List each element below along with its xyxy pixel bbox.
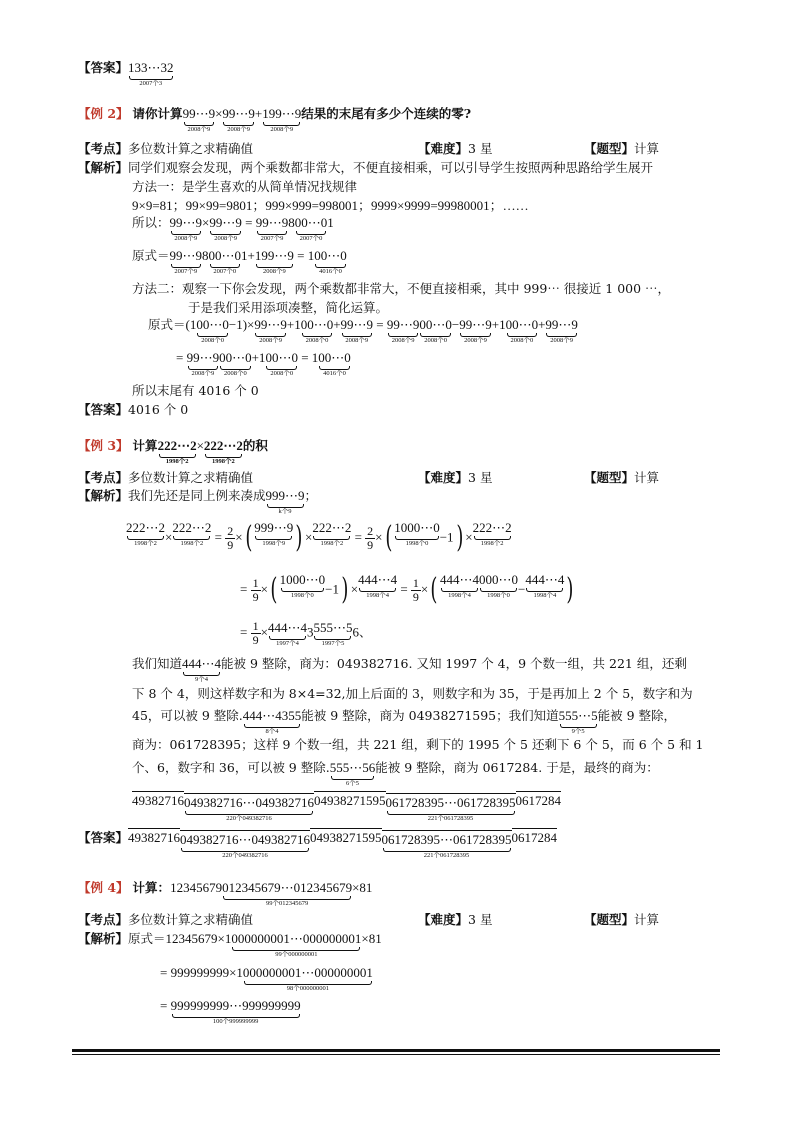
example-2-analysis-2: 方法一：是学生喜欢的从简单情况找规律 [132, 179, 358, 194]
example-3-para-4: 商为：061728395；这样 9 个数一组，共 221 组，剩下的 1995 个 5 还剩下 6 个 5，而 6 个 5 和 1 [132, 737, 704, 752]
example-2-meta: 【考点】多位数计算之求精确值 【难度】3 星 【题型】计算 [78, 141, 660, 156]
example-2-analysis-9: = 99⋯9 2008个9 00⋯0 2008个0 +1 00⋯0 2008个0 = 1 00⋯0 4016个0 [176, 350, 351, 377]
example-3-para-1: 我们知道 444⋯4 9个4 能被 9 整除，商为：049382716. 又知 1997 个 4，9 个数一组，共 221 组，还剩 [132, 656, 687, 683]
example-2-analysis-5: 原式＝ 99⋯9 2007个9 8 00⋯0 2007个0 1+ 199⋯9 2008个9 = 1 00⋯0 4016个0 [132, 248, 347, 275]
example-2-question: 【例 2】 请你计算 99⋯9 2008个9 × 99⋯9 2008个9 + 199⋯9 2008个9 结果的末尾有多少个连续的零? [78, 106, 472, 133]
example-3-para-3: 45，可以被 9 整除. 444⋯4355 8个4 能被 9 整除，商为 04938271595；我们知道 555⋯5 9个5 能被 9 整除， [132, 708, 677, 735]
answer-value: 133⋯32 2007个3 [128, 60, 174, 87]
example-3-eq-1: 222⋯2 1998个2 × 222⋯2 1998个2 = $\frac{2}{9}$ ×( 999⋯9 1998个9 ) × 222⋯2 1998个2 = $\frac{2}{9}$ ×( 1000⋯0 1998个0 −1) × 222⋯2 1998个2 [126, 520, 512, 555]
example-2-analysis-10: 所以末尾有 4016 个 0 [132, 383, 259, 398]
example-2-analysis-1: 【解析】同学们观察会发现，两个乘数都非常大，不便直接相乘，可以引导学生按照两种思路给学生展开 [78, 160, 654, 175]
example-3-quotient: 49382716 049382716⋯049382716 220个049382716 04938271595 061728395⋯061728395 221个061728395 0617284 [132, 793, 561, 822]
example-2-answer: 【答案】4016 个 0 [78, 402, 189, 417]
example-3-analysis-1: 【解析】我们先还是同上例来凑成 999⋯9 k个9 ； [78, 488, 318, 515]
example-4-analysis-1: 【解析】原式＝12345679×1 000000001⋯000000001 99个000000001 ×81 [78, 931, 382, 958]
example-2-analysis-3: 9×9=81；99×99=9801；999×999=998001；9999×9999=99980001；…… [132, 198, 529, 213]
example-3-answer: 【答案】49382716 049382716⋯049382716 220个049382716 04938271595 061728395⋯061728395 221个061728395 0617284 [78, 830, 558, 859]
example-3-eq-2: = $\frac{1}{9}$ ×( 1000⋯0 1998个0 −1) × 444⋯4 1998个4 = $\frac{1}{9}$ ×( 444⋯4 1998个4 000⋯0 1998个0 − 444⋯4 1998个4 ) [240, 572, 574, 607]
example-3-para-2: 下 8 个 4，则这样数字和为 8×4=32,加上后面的 3，则数字和为 35，于是再加上 2 个 5，数字和为 [132, 686, 693, 701]
example-4-meta: 【考点】多位数计算之求精确值 【难度】3 星 【题型】计算 [78, 912, 660, 927]
example-label: 【例 2】 [78, 106, 129, 121]
footer-rule-thick [72, 1049, 720, 1052]
example-2-analysis-4: 所以： 99⋯9 2008个9 × 99⋯9 2008个9 = 99⋯9 2007个9 8 00⋯0 2007个0 1 [132, 215, 334, 242]
example-2-analysis-8: 原式＝(1 00⋯0 2008个0 −1)× 99⋯9 2008个9 +1 00⋯0 2008个0 + 99⋯9 2008个9 = 99⋯9 2008个9 00⋯0 2008个0 − 99⋯9 2008个9 +1 00⋯0 2008个0 + 99⋯9 2008个9 [148, 317, 578, 344]
example-3-meta: 【考点】多位数计算之求精确值 【难度】3 星 【题型】计算 [78, 470, 660, 485]
example-4-analysis-3: = 999999999⋯999999999 100个999999999 [160, 998, 301, 1025]
answer-row-1 [78, 60, 174, 87]
example-4-analysis-2: = 999999999×1 000000001⋯000000001 98个000000001 [160, 965, 373, 992]
example-2-analysis-7: 于是我们采用添项凑整，简化运算。 [188, 300, 389, 315]
example-3-para-5: 个、6，数字和 36，可以被 9 整除. 555⋯56 6个5 能被 9 整除，商为 0617284. 于是，最终的商为： [132, 760, 659, 787]
example-3-eq-3: = $\frac{1}{9}$ × 444⋯4 1997个4 3 555⋯5 1997个5 6、 [240, 619, 372, 647]
footer-rule-thin [72, 1054, 720, 1055]
answer-label: 【答案】 [78, 60, 129, 75]
example-3-question: 【例 3】 计算 222⋯2 1998个2 × 222⋯2 1998个2 的积 [78, 438, 268, 465]
example-2-analysis-6: 方法二：观察一下你会发现，两个乘数都非常大，不便直接相乘，其中 999⋯ 很接近 1 000 ⋯， [132, 281, 671, 296]
example-4-question: 【例 4】 计算：12345679 012345679⋯012345679 99个012345679 ×81 [78, 880, 373, 907]
